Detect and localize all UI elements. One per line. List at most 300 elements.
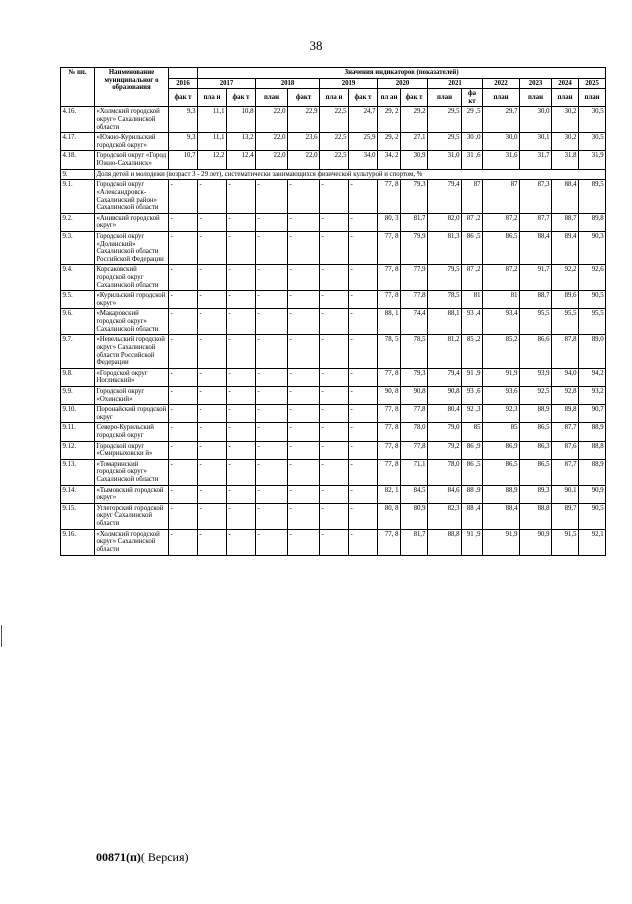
- value-cell: 11,1: [198, 107, 227, 133]
- header-row-1: [61, 68, 606, 79]
- value-cell: 87 ,2: [462, 213, 483, 231]
- header-year: 2020: [378, 78, 428, 89]
- value-cell: 34,0: [349, 151, 378, 169]
- header-year: 2019: [320, 78, 378, 89]
- value-cell: -: [320, 529, 349, 555]
- value-cell: 71,1: [401, 459, 428, 485]
- value-cell: -: [320, 459, 349, 485]
- value-cell: 88, 1: [378, 309, 401, 335]
- municipality-name: Углегорский городской округ Сахалинской области: [95, 503, 169, 529]
- value-cell: 31,9: [579, 151, 606, 169]
- value-cell: -: [320, 309, 349, 335]
- value-cell: 77, 8: [378, 423, 401, 441]
- value-cell: 87,7: [520, 213, 552, 231]
- value-cell: 81,7: [401, 213, 428, 231]
- value-cell: 77, 8: [378, 231, 401, 264]
- value-cell: 87: [462, 180, 483, 213]
- value-cell: 95,5: [579, 309, 606, 335]
- value-cell: 95,5: [552, 309, 579, 335]
- value-cell: -: [349, 423, 378, 441]
- value-cell: 95,5: [520, 309, 552, 335]
- table-row: [61, 151, 606, 169]
- value-cell: -: [227, 180, 256, 213]
- value-cell: 77,8: [401, 405, 428, 423]
- table-row: [61, 133, 606, 151]
- header-col-name: Наименование муниципальног о образования: [95, 68, 169, 107]
- row-number: 4.17.: [61, 133, 95, 151]
- value-cell: 85,2: [483, 335, 520, 368]
- value-cell: 77,9: [401, 265, 428, 291]
- value-cell: -: [288, 386, 320, 404]
- value-cell: 85: [462, 423, 483, 441]
- value-cell: 84,5: [401, 485, 428, 503]
- value-cell: 77, 8: [378, 459, 401, 485]
- value-cell: -: [256, 423, 288, 441]
- row-number: 9.2.: [61, 213, 95, 231]
- value-cell: -: [288, 265, 320, 291]
- municipality-name: Поронайский городской округ: [95, 405, 169, 423]
- value-cell: -: [256, 231, 288, 264]
- page-number: 38: [309, 38, 323, 53]
- table-row: [61, 309, 606, 335]
- header-subheader: фак т: [169, 89, 198, 107]
- table-row: [61, 441, 606, 459]
- header-year: 2025: [579, 78, 606, 89]
- value-cell: 87,3: [520, 180, 552, 213]
- value-cell: 94,0: [552, 368, 579, 386]
- value-cell: 30,9: [401, 151, 428, 169]
- table-row: [61, 459, 606, 485]
- value-cell: 22,9: [288, 107, 320, 133]
- value-cell: 90,3: [579, 231, 606, 264]
- value-cell: 87 ,2: [462, 265, 483, 291]
- value-cell: -: [288, 213, 320, 231]
- value-cell: 77, 8: [378, 265, 401, 291]
- value-cell: 77, 8: [378, 441, 401, 459]
- value-cell: -: [198, 368, 227, 386]
- value-cell: -: [320, 265, 349, 291]
- value-cell: 80, 3: [378, 213, 401, 231]
- header-subheader: фак т: [349, 89, 378, 107]
- value-cell: 86 ,5: [462, 231, 483, 264]
- value-cell: -: [169, 213, 198, 231]
- value-cell: 93,2: [579, 386, 606, 404]
- value-cell: -: [198, 386, 227, 404]
- value-cell: -: [349, 213, 378, 231]
- value-cell: -: [227, 423, 256, 441]
- value-cell: -: [288, 485, 320, 503]
- municipality-name: Корсаковский городской округ Сахалинской области: [95, 265, 169, 291]
- value-cell: -: [198, 335, 227, 368]
- value-cell: 25,9: [349, 133, 378, 151]
- value-cell: -: [198, 405, 227, 423]
- value-cell: -: [169, 423, 198, 441]
- row-number: 9.11.: [61, 423, 95, 441]
- value-cell: 86,5: [483, 459, 520, 485]
- value-cell: 88,4: [483, 503, 520, 529]
- value-cell: 30,1: [520, 133, 552, 151]
- header-subheader: план: [520, 89, 552, 107]
- value-cell: 93,9: [520, 368, 552, 386]
- value-cell: 29 ,5: [462, 107, 483, 133]
- value-cell: -: [320, 386, 349, 404]
- value-cell: -: [227, 213, 256, 231]
- value-cell: -: [288, 335, 320, 368]
- value-cell: 88,7: [552, 213, 579, 231]
- value-cell: 87,8: [552, 335, 579, 368]
- municipality-name: «Холмский городской округ» Сахалинской области: [95, 107, 169, 133]
- value-cell: -: [169, 231, 198, 264]
- municipality-name: Северо-Курильский городской округ: [95, 423, 169, 441]
- value-cell: 88,9: [579, 423, 606, 441]
- value-cell: -: [320, 335, 349, 368]
- value-cell: 30,5: [579, 107, 606, 133]
- header-year: 2018: [256, 78, 320, 89]
- value-cell: 29,5: [428, 133, 462, 151]
- row-number: 9.9.: [61, 386, 95, 404]
- value-cell: 30,0: [520, 107, 552, 133]
- value-cell: 90,1: [552, 485, 579, 503]
- value-cell: 89,8: [579, 213, 606, 231]
- municipality-name: Городской округ «Охинский»: [95, 386, 169, 404]
- value-cell: 22,5: [320, 151, 349, 169]
- value-cell: 90,9: [520, 529, 552, 555]
- value-cell: 92,2: [552, 265, 579, 291]
- row-number: 9.3.: [61, 231, 95, 264]
- header-year: 2017: [198, 78, 256, 89]
- table-row: [61, 368, 606, 386]
- value-cell: 30 ,0: [462, 133, 483, 151]
- value-cell: 92,8: [552, 386, 579, 404]
- value-cell: 79,4: [428, 180, 462, 213]
- table-row: [61, 213, 606, 231]
- document-code: [96, 850, 189, 865]
- value-cell: -: [169, 441, 198, 459]
- value-cell: -: [169, 503, 198, 529]
- value-cell: 90,8: [428, 386, 462, 404]
- value-cell: -: [256, 291, 288, 309]
- header-subheader: план: [579, 89, 606, 107]
- value-cell: 91 ,9: [462, 529, 483, 555]
- value-cell: -: [227, 485, 256, 503]
- value-cell: -: [288, 368, 320, 386]
- value-cell: -: [169, 386, 198, 404]
- value-cell: 86,5: [520, 459, 552, 485]
- document-code-number: 00871(п): [96, 850, 141, 864]
- value-cell: 88,7: [520, 291, 552, 309]
- value-cell: 88,4: [552, 180, 579, 213]
- table-row: [61, 405, 606, 423]
- value-cell: 22,0: [256, 133, 288, 151]
- value-cell: 91,5: [552, 529, 579, 555]
- indicators-table: [60, 67, 606, 556]
- value-cell: 86,3: [520, 441, 552, 459]
- header-subheader: план: [552, 89, 579, 107]
- value-cell: 88,9: [520, 405, 552, 423]
- value-cell: -: [227, 529, 256, 555]
- table-row: [61, 386, 606, 404]
- value-cell: -: [169, 291, 198, 309]
- value-cell: 90,8: [401, 386, 428, 404]
- municipality-name: «Невельский городской округ» Сахалинской области Российской Федерации: [95, 335, 169, 368]
- header-subheader: план: [483, 89, 520, 107]
- value-cell: -: [288, 503, 320, 529]
- value-cell: 24,7: [349, 107, 378, 133]
- value-cell: -: [288, 231, 320, 264]
- value-cell: -: [349, 529, 378, 555]
- value-cell: 22,0: [256, 151, 288, 169]
- section-row: [61, 169, 606, 180]
- value-cell: 30,2: [552, 107, 579, 133]
- value-cell: -: [320, 485, 349, 503]
- header-year: 2021: [428, 78, 483, 89]
- value-cell: -: [169, 405, 198, 423]
- value-cell: -: [288, 405, 320, 423]
- value-cell: 13,2: [227, 133, 256, 151]
- value-cell: 92,5: [520, 386, 552, 404]
- value-cell: -: [256, 213, 288, 231]
- value-cell: 85: [483, 423, 520, 441]
- row-number: 9.16.: [61, 529, 95, 555]
- municipality-name: Городской округ «Город Южно-Сахалинск»: [95, 151, 169, 169]
- municipality-name: Городской округ «Александровск-Сахалинский район» Сахалинской области: [95, 180, 169, 213]
- value-cell: 34, 2: [378, 151, 401, 169]
- value-cell: 89,6: [552, 291, 579, 309]
- value-cell: -: [320, 291, 349, 309]
- value-cell: -: [349, 503, 378, 529]
- value-cell: 12,2: [198, 151, 227, 169]
- value-cell: 11,1: [198, 133, 227, 151]
- value-cell: 81,7: [401, 529, 428, 555]
- value-cell: -: [320, 503, 349, 529]
- value-cell: 90,7: [579, 405, 606, 423]
- value-cell: 89,4: [552, 231, 579, 264]
- value-cell: -: [256, 309, 288, 335]
- value-cell: 89,3: [520, 485, 552, 503]
- value-cell: 88,1: [428, 309, 462, 335]
- value-cell: 93 ,6: [462, 386, 483, 404]
- header-values-title: Значения индикаторов (показателей): [198, 68, 606, 79]
- value-cell: -: [288, 423, 320, 441]
- header-subheader: план: [428, 89, 462, 107]
- value-cell: 81: [462, 291, 483, 309]
- value-cell: 30,0: [483, 133, 520, 151]
- value-cell: 31 ,6: [462, 151, 483, 169]
- value-cell: 27,1: [401, 133, 428, 151]
- value-cell: 78,5: [428, 291, 462, 309]
- value-cell: -: [349, 405, 378, 423]
- document-code-version: ( Версия): [140, 850, 189, 864]
- section-number: 9.: [61, 169, 95, 180]
- value-cell: 31,8: [552, 151, 579, 169]
- value-cell: -: [256, 368, 288, 386]
- value-cell: -: [256, 485, 288, 503]
- value-cell: 77,8: [401, 291, 428, 309]
- margin-mark: [1, 625, 2, 647]
- municipality-name: «Южно-Курильский городской округ»: [95, 133, 169, 151]
- row-number: 9.8.: [61, 368, 95, 386]
- value-cell: -: [349, 180, 378, 213]
- value-cell: 80,9: [401, 503, 428, 529]
- value-cell: -: [288, 459, 320, 485]
- value-cell: 79,3: [401, 180, 428, 213]
- value-cell: 30,5: [579, 133, 606, 151]
- value-cell: 88 ,9: [462, 485, 483, 503]
- table-row: [61, 335, 606, 368]
- value-cell: 89,7: [552, 503, 579, 529]
- header-col-number: № пп.: [61, 68, 95, 107]
- value-cell: 86,5: [520, 423, 552, 441]
- value-cell: -: [320, 405, 349, 423]
- value-cell: -: [256, 459, 288, 485]
- value-cell: -: [349, 368, 378, 386]
- value-cell: 93 ,4: [462, 309, 483, 335]
- value-cell: -: [349, 335, 378, 368]
- value-cell: -: [227, 335, 256, 368]
- row-number: 9.6.: [61, 309, 95, 335]
- value-cell: 31,0: [428, 151, 462, 169]
- header-subheader: фак т: [227, 89, 256, 107]
- value-cell: -: [198, 291, 227, 309]
- value-cell: 91,9: [483, 368, 520, 386]
- value-cell: -: [256, 405, 288, 423]
- table-row: [61, 180, 606, 213]
- row-number: 9.7.: [61, 335, 95, 368]
- value-cell: -: [256, 180, 288, 213]
- header-blank-cell: [169, 68, 198, 79]
- value-cell: 81,3: [428, 231, 462, 264]
- value-cell: -: [198, 503, 227, 529]
- header-subheader: пл ан: [378, 89, 401, 107]
- value-cell: 74,4: [401, 309, 428, 335]
- value-cell: -: [288, 291, 320, 309]
- value-cell: -: [198, 529, 227, 555]
- value-cell: -: [198, 309, 227, 335]
- row-number: 9.4.: [61, 265, 95, 291]
- header-year: 2024: [552, 78, 579, 89]
- header-year: 2016: [169, 78, 198, 89]
- table-row: [61, 423, 606, 441]
- value-cell: 89,5: [579, 180, 606, 213]
- value-cell: 78, 5: [378, 335, 401, 368]
- value-cell: 78,0: [428, 459, 462, 485]
- value-cell: -: [349, 265, 378, 291]
- value-cell: -: [349, 485, 378, 503]
- value-cell: -: [320, 441, 349, 459]
- value-cell: -: [227, 231, 256, 264]
- value-cell: 92,3: [483, 405, 520, 423]
- value-cell: -: [227, 405, 256, 423]
- value-cell: 79,3: [401, 368, 428, 386]
- value-cell: 23,6: [288, 133, 320, 151]
- value-cell: 94,2: [579, 368, 606, 386]
- value-cell: 31,7: [520, 151, 552, 169]
- value-cell: -: [198, 265, 227, 291]
- value-cell: -: [227, 265, 256, 291]
- value-cell: 22,0: [288, 151, 320, 169]
- value-cell: -: [320, 213, 349, 231]
- value-cell: 29, 2: [378, 107, 401, 133]
- value-cell: -: [256, 503, 288, 529]
- header-subheader: пла н: [198, 89, 227, 107]
- table-row: [61, 503, 606, 529]
- value-cell: 31,6: [483, 151, 520, 169]
- value-cell: 91 ,9: [462, 368, 483, 386]
- value-cell: 89,0: [579, 335, 606, 368]
- value-cell: -: [198, 485, 227, 503]
- value-cell: 29,2: [401, 107, 428, 133]
- row-number: 9.13.: [61, 459, 95, 485]
- value-cell: 82,3: [428, 503, 462, 529]
- municipality-name: «Курильский городской округ»: [95, 291, 169, 309]
- table-row: [61, 485, 606, 503]
- value-cell: 78,5: [401, 335, 428, 368]
- value-cell: -: [288, 529, 320, 555]
- value-cell: -: [169, 529, 198, 555]
- value-cell: 91,7: [520, 265, 552, 291]
- municipality-name: «Макаровский городской округ» Сахалинской области: [95, 309, 169, 335]
- value-cell: 80, 8: [378, 503, 401, 529]
- value-cell: 90,9: [579, 485, 606, 503]
- header-year: 2023: [520, 78, 552, 89]
- value-cell: 79,0: [428, 423, 462, 441]
- value-cell: -: [169, 485, 198, 503]
- value-cell: 9,3: [169, 107, 198, 133]
- header-year: 2022: [483, 78, 520, 89]
- row-number: 9.14.: [61, 485, 95, 503]
- value-cell: 88,9: [579, 459, 606, 485]
- value-cell: -: [256, 265, 288, 291]
- value-cell: 92,1: [579, 529, 606, 555]
- row-number: 9.10.: [61, 405, 95, 423]
- value-cell: 79,5: [428, 265, 462, 291]
- municipality-name: «Городской округ Ногликский»: [95, 368, 169, 386]
- value-cell: 82,0: [428, 213, 462, 231]
- value-cell: -: [198, 441, 227, 459]
- row-number: 9.5.: [61, 291, 95, 309]
- value-cell: 86,5: [483, 231, 520, 264]
- value-cell: 77, 8: [378, 291, 401, 309]
- value-cell: 88,4: [520, 231, 552, 264]
- header-subheader: фак т: [401, 89, 428, 107]
- value-cell: 78,0: [401, 423, 428, 441]
- value-cell: 88 ,4: [462, 503, 483, 529]
- value-cell: -: [288, 441, 320, 459]
- value-cell: -: [227, 503, 256, 529]
- value-cell: 77, 8: [378, 180, 401, 213]
- value-cell: 92,6: [579, 265, 606, 291]
- value-cell: 10,8: [227, 107, 256, 133]
- value-cell: 86 ,9: [462, 441, 483, 459]
- value-cell: 77, 8: [378, 405, 401, 423]
- row-number: 9.12.: [61, 441, 95, 459]
- table-row: [61, 107, 606, 133]
- value-cell: 88,8: [520, 503, 552, 529]
- value-cell: 93,6: [483, 386, 520, 404]
- municipality-name: Городской округ «Долинский» Сахалинской области Российской Федерации: [95, 231, 169, 264]
- row-number: 9.15.: [61, 503, 95, 529]
- value-cell: 22,5: [320, 107, 349, 133]
- value-cell: 29, 2: [378, 133, 401, 151]
- municipality-name: «Томаринский городской округ» Сахалинской области: [95, 459, 169, 485]
- value-cell: 9,3: [169, 133, 198, 151]
- value-cell: 87,7: [552, 459, 579, 485]
- municipality-name: «Холмский городской округ» Сахалинской области: [95, 529, 169, 555]
- value-cell: 81: [483, 291, 520, 309]
- value-cell: 22,0: [256, 107, 288, 133]
- value-cell: 22,5: [320, 133, 349, 151]
- value-cell: 80,4: [428, 405, 462, 423]
